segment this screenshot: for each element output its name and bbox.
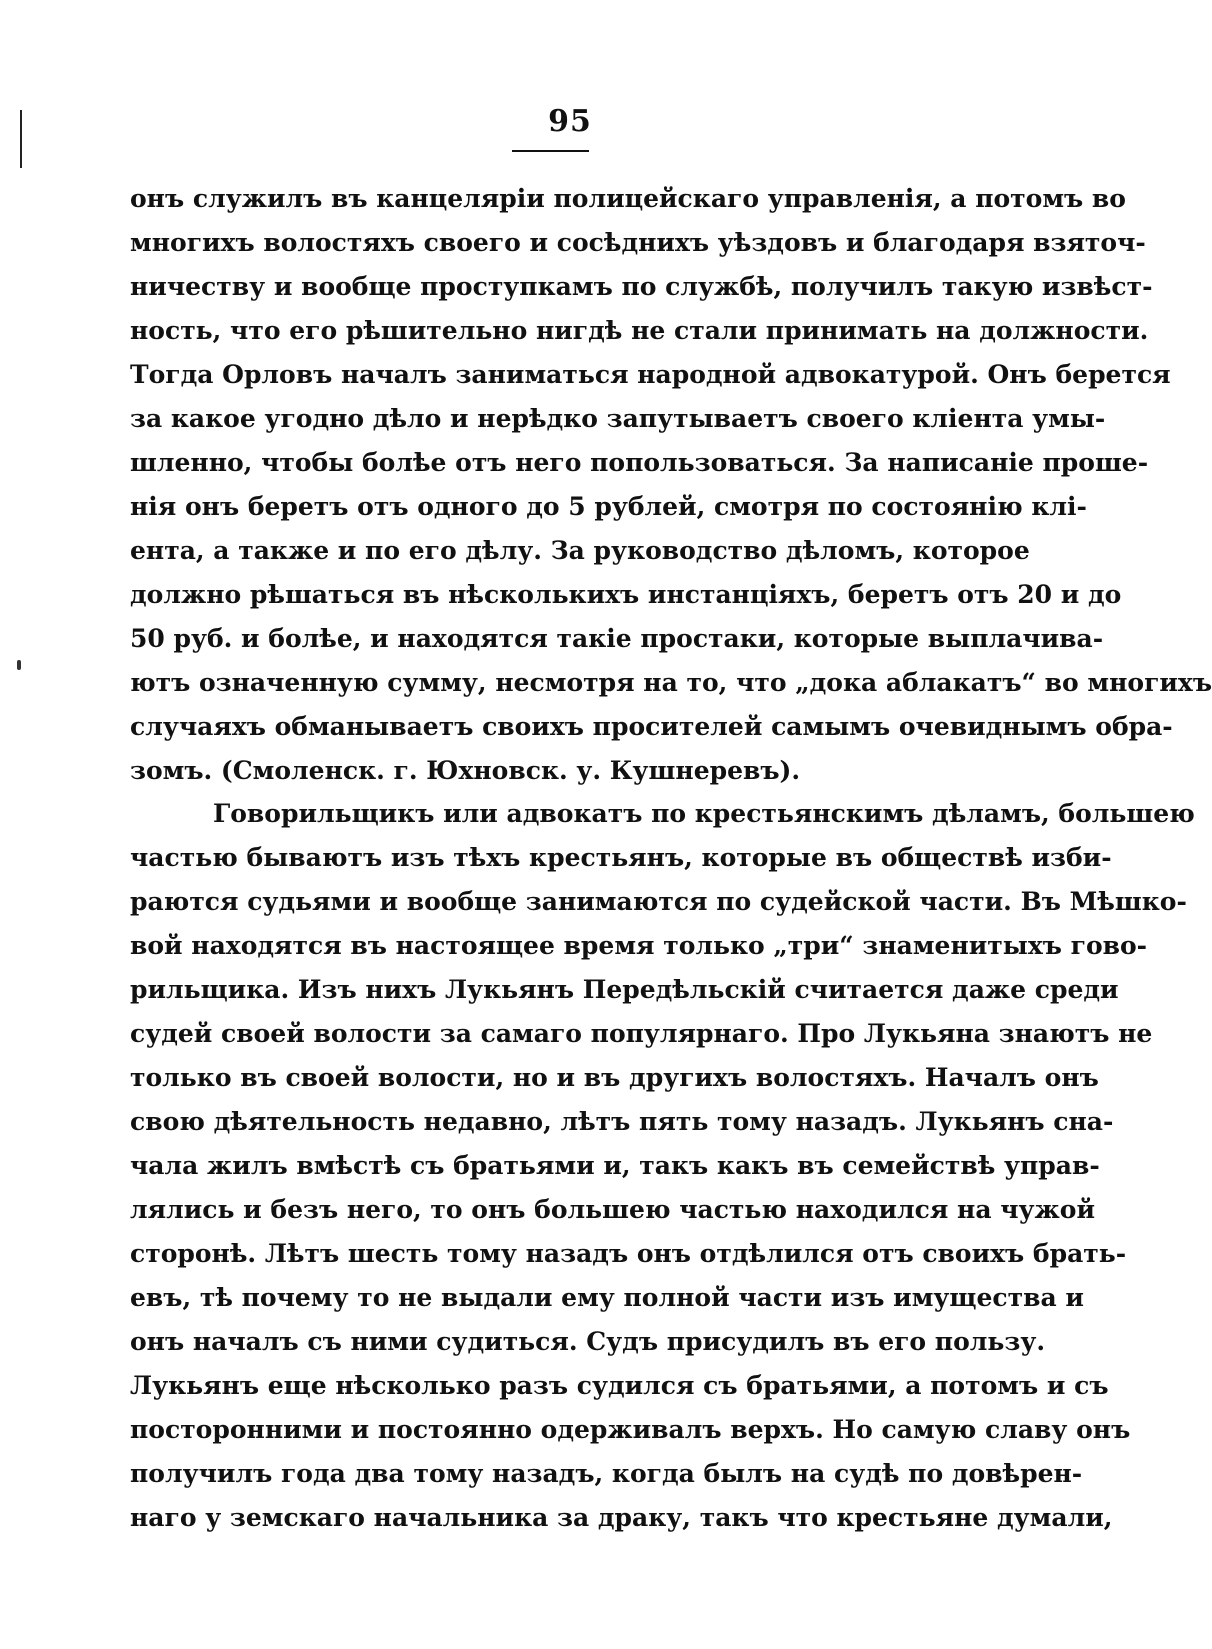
text-line: онъ служилъ въ канцеляріи полицейскаго управленія, а потомъ во xyxy=(130,184,1126,213)
paragraph-1 xyxy=(130,177,1212,793)
text-line: многихъ волостяхъ своего и сосѣднихъ уѣздовъ и благодаря взяточ- xyxy=(130,228,1146,257)
text-line: раются судьями и вообще занимаются по судейской части. Въ Мѣшко- xyxy=(130,887,1187,916)
page-number: 95 xyxy=(548,104,592,139)
text-line: ента, а также и по его дѣлу. За руководство дѣломъ, которое xyxy=(130,536,1030,565)
text-line: свою дѣятельность недавно, лѣтъ пять тому назадъ. Лукьянъ сна- xyxy=(130,1107,1114,1136)
text-line: 50 руб. и болѣе, и находятся такіе простаки, которые выплачива- xyxy=(130,624,1104,653)
text-line: судей своей волости за самаго популярнаго. Про Лукьяна знаютъ не xyxy=(130,1019,1153,1048)
paragraph-2 xyxy=(130,792,1195,1540)
text-line: получилъ года два тому назадъ, когда былъ на судѣ по довѣрен- xyxy=(130,1459,1083,1488)
page-number-rule xyxy=(512,150,589,152)
text-line: посторонними и постоянно одерживалъ верхъ. Но самую славу онъ xyxy=(130,1415,1131,1444)
text-line: чала жилъ вмѣстѣ съ братьями и, такъ какъ въ семействѣ управ- xyxy=(130,1151,1100,1180)
text-line: случаяхъ обманываетъ своихъ просителей самымъ очевиднымъ обра- xyxy=(130,712,1173,741)
text-line: наго у земскаго начальника за драку, такъ что крестьяне думали, xyxy=(130,1503,1113,1532)
text-line: зомъ. (Смоленск. г. Юхновск. у. Кушнеревъ). xyxy=(130,756,801,785)
text-line: онъ началъ съ ними судиться. Судъ присудилъ въ его пользу. xyxy=(130,1327,1046,1356)
text-line: за какое угодно дѣло и нерѣдко запутываетъ своего кліента умы- xyxy=(130,404,1106,433)
text-line: Говорильщикъ или адвокатъ по крестьянскимъ дѣламъ, большею xyxy=(213,799,1195,828)
text-line: частью бываютъ изъ тѣхъ крестьянъ, которые въ обществѣ изби- xyxy=(130,843,1112,872)
text-line: должно рѣшаться въ нѣсколькихъ инстанціяхъ, беретъ отъ 20 и до xyxy=(130,580,1122,609)
text-line: ность, что его рѣшительно нигдѣ не стали принимать на должности. xyxy=(130,316,1149,345)
text-line: Лукьянъ еще нѣсколько разъ судился съ братьями, а потомъ и съ xyxy=(130,1371,1109,1400)
text-line: нія онъ беретъ отъ одного до 5 рублей, смотря по состоянію клі- xyxy=(130,492,1087,521)
text-line: шленно, чтобы болѣе отъ него попользоваться. За написаніе проше- xyxy=(130,448,1149,477)
text-line: только въ своей волости, но и въ другихъ волостяхъ. Началъ онъ xyxy=(130,1063,1099,1092)
text-line: сторонѣ. Лѣтъ шесть тому назадъ онъ отдѣлился отъ своихъ брать- xyxy=(130,1239,1127,1268)
margin-dot xyxy=(17,660,21,670)
text-line: ничеству и вообще проступкамъ по службѣ, получилъ такую извѣст- xyxy=(130,272,1153,301)
text-line: вой находятся въ настоящее время только „три“ знаменитыхъ гово- xyxy=(130,931,1148,960)
text-line: евъ, тѣ почему то не выдали ему полной части изъ имущества и xyxy=(130,1283,1084,1312)
text-line: рильщика. Изъ нихъ Лукьянъ Передѣльскій считается даже среди xyxy=(130,975,1119,1004)
text-line: лялись и безъ него, то онъ большею частью находился на чужой xyxy=(130,1195,1095,1224)
text-line: Тогда Орловъ началъ заниматься народной адвокатурой. Онъ берется xyxy=(130,360,1171,389)
text-line: ютъ означенную сумму, несмотря на то, что „дока аблакатъ“ во многихъ xyxy=(130,668,1212,697)
